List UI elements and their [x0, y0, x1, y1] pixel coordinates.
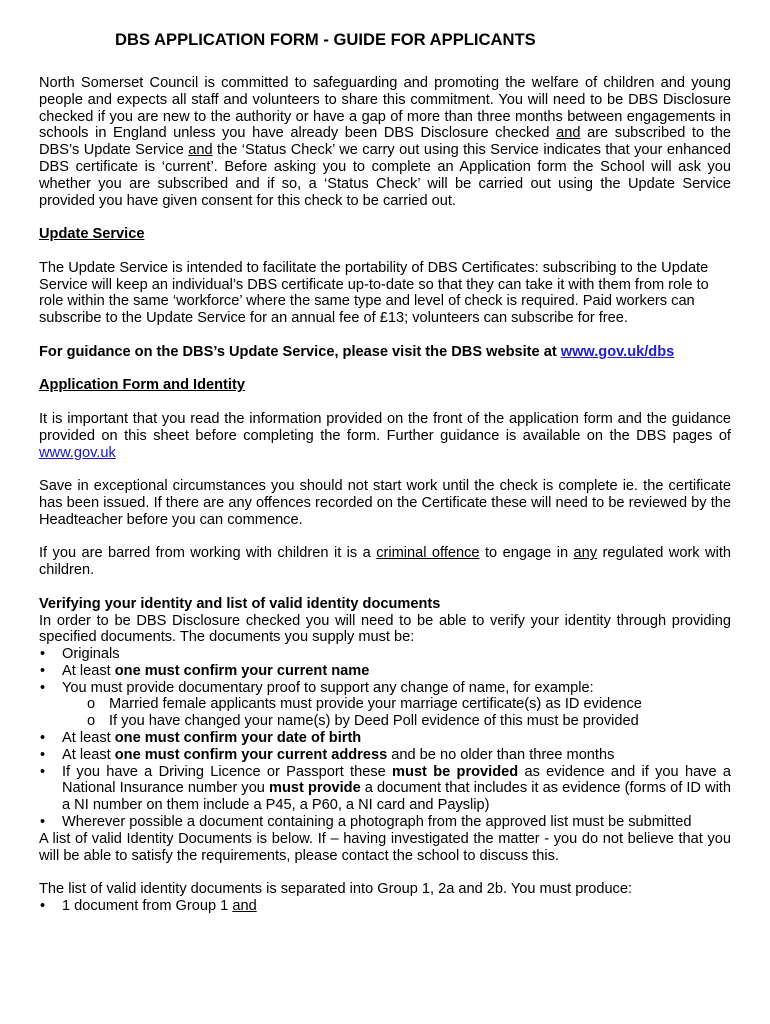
list-item [39, 680, 731, 730]
list-item-emphasis: one must confirm your date of birth [114, 730, 362, 747]
intro-text-3: the ‘Status Check’ we carry out using this Service indicates that your enhanced DBS certificate is ‘current’. Before asking you to complete an Application form the School will ask you whether you are subscribed and if so, a ‘Status Check’ will be carried out using the Update Service provided you have given consent for this check to be carried out. [39, 142, 731, 209]
sublist-item: o Married female applicants must provide your marriage certificate(s) as ID evidence [87, 696, 731, 713]
list-item-text: You must provide documentary proof to support any change of name, for example: [62, 679, 594, 696]
verify-requirements-list [39, 646, 731, 831]
any-text: any [573, 545, 598, 562]
application-paragraph-2: Save in exceptional circumstances you should not start work until the check is complete ie. the certificate has been issued. If there are any offences recorded on the Certificate these will need to be reviewed by the Headteacher before you can commence. [39, 478, 731, 528]
list-item-text: If you have a Driving Licence or Passport these [62, 763, 393, 780]
verify-intro: In order to be DBS Disclosure checked you will need to be able to verify your identity through providing specified documents. The documents you supply must be: [39, 612, 731, 646]
list-item-text: At least [62, 662, 115, 679]
list-item: • Wherever possible a document containing a photograph from the approved list must be submitted [39, 814, 731, 831]
list-item [39, 663, 731, 680]
name-change-sublist [62, 696, 731, 730]
list-item-text: a document that includes it as evidence (forms of ID with a NI number on them include a P45, a P60, a NI card and Payslip) [62, 780, 731, 814]
intro-text-1: North Somerset Council is committed to safeguarding and promoting the welfare of children and young people and expects all staff and volunteers to share this commitment. You will need to be DBS Disclosure checked if you are new to the authority or have a gap of more than three months between engagements in schools in England unless you have already been DBS Disclosure checked [39, 75, 731, 142]
verify-heading: Verifying your identity and list of valid identity documents [39, 595, 441, 612]
list-item-text: as evidence and if you have a National Insurance number you [62, 763, 732, 797]
list-item-emphasis: must provide [269, 780, 361, 797]
document-page [39, 30, 731, 915]
identity-groups-paragraph: The list of valid identity documents is separated into Group 1, 2a and 2b. You must produce: [39, 881, 633, 898]
intro-and-1: and [556, 125, 581, 142]
update-service-paragraph: The Update Service is intended to facilitate the portability of DBS Certificates: subscribing to the Update Service will keep an individual’s DBS certificate up-to-date so that they can take it with them from role to role within the same ‘workforce’ where the same type and level of check is required. Paid workers can subscribe to the Update Service for an annual fee of £13; volunteers can subscribe for free. [39, 259, 709, 327]
list-item [39, 764, 731, 814]
intro-paragraph [39, 75, 731, 209]
intro-text-2: are subscribed to the DBS’s Update Service [39, 125, 731, 159]
barred-text-2: to engage in [479, 545, 574, 562]
update-service-heading: Update Service [39, 226, 145, 243]
update-service-guidance [39, 344, 731, 361]
list-item-and: and [232, 898, 257, 915]
list-item-text: At least [62, 730, 115, 747]
dbs-website-link[interactable]: www.gov.uk/dbs [560, 343, 675, 360]
intro-and-2: and [188, 142, 213, 159]
list-item [39, 898, 731, 915]
barred-paragraph [39, 545, 731, 579]
identity-list-paragraph: A list of valid Identity Documents is below. If – having investigated the matter - you do not believe that you will be able to satisfy the requirements, please contact the school to discuss this. [39, 830, 731, 864]
gov-uk-link[interactable]: www.gov.uk [39, 444, 116, 461]
list-item: • Originals [39, 646, 731, 663]
list-item [39, 747, 731, 764]
guidance-text: For guidance on the DBS’s Update Service, please visit the DBS website at [39, 343, 561, 360]
identity-groups-list [39, 898, 731, 915]
list-item-emphasis: must be provided [392, 763, 519, 780]
barred-text-3: regulated work with children. [39, 545, 731, 579]
sublist-item: o If you have changed your name(s) by Deed Poll evidence of this must be provided [87, 713, 731, 730]
barred-text-1: If you are barred from working with children it is a [39, 545, 377, 562]
application-paragraph-1 [39, 411, 731, 461]
list-item-text: 1 document from Group 1 [62, 898, 233, 915]
page-title: DBS APPLICATION FORM - GUIDE FOR APPLICANTS [115, 30, 536, 49]
list-item [39, 730, 731, 747]
criminal-offence-text: criminal offence [376, 545, 480, 562]
list-item-text: At least [62, 746, 115, 763]
application-form-heading: Application Form and Identity [39, 377, 245, 394]
list-item-emphasis: one must confirm your current address [114, 746, 388, 763]
list-item-emphasis: one must confirm your current name [114, 662, 370, 679]
list-item-text: and be no older than three months [387, 746, 615, 763]
application-text-1: It is important that you read the information provided on the front of the application form and the guidance provided on this sheet before completing the form. Further guidance is available on the DBS pages of [39, 410, 731, 444]
